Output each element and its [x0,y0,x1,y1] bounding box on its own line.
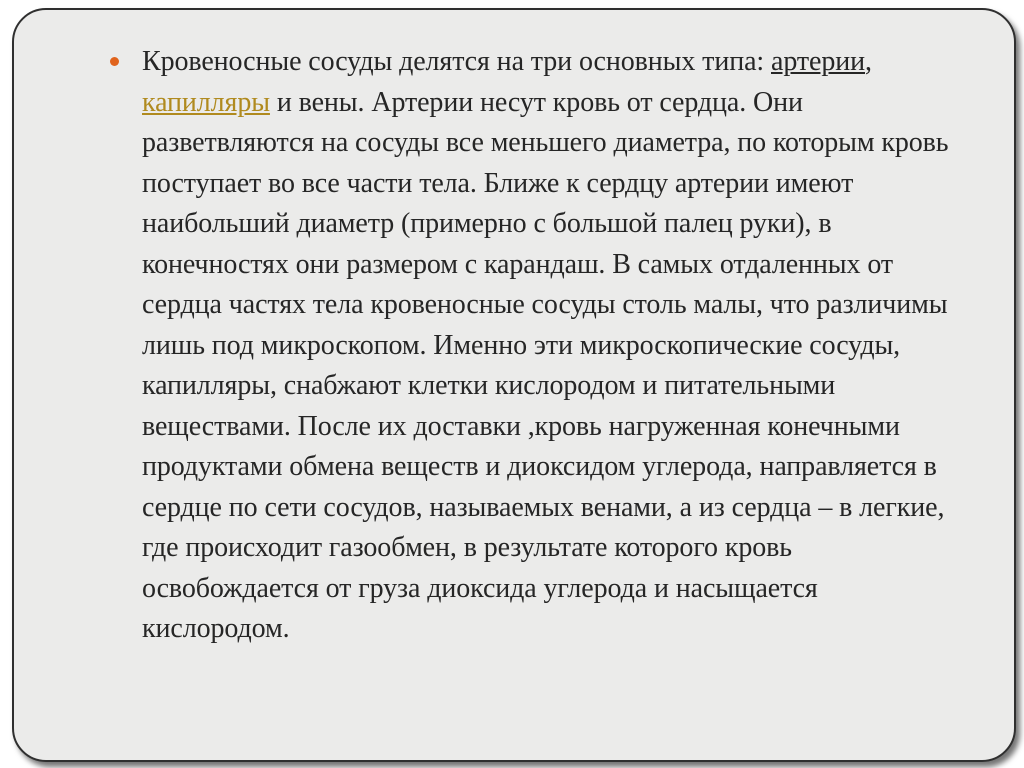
paragraph-lead: Кровеносные сосуды делятся на три основных типа: [142,46,771,77]
paragraph-separator: , [865,46,872,77]
body-paragraph [142,42,972,650]
paragraph-rest: и вены. Артерии несут кровь от сердца. Они разветвляются на сосуды все меньшего диаметра, по которым кровь поступает во все части тела. Ближе к сердцу артерии имеют наибольший диаметр (примерно с большой палец руки), в конечностях они размером с карандаш. В самых отдаленных от сердца частях тела кровеносные сосуды столь малы, что различимы лишь под микроскопом. Именно эти микроскопические сосуды, капилляры, снабжают клетки кислородом и питательными веществами. После их доставки ,кровь нагруженная конечными продуктами обмена веществ и диоксидом углерода, направляется в сердце по сети сосудов, называемых венами, а из сердца – в легкие, где происходит газообмен, в результате которого кровь освобождается от груза диоксида углерода и насыщается кислородом. [142,86,949,644]
capillaries-link[interactable]: капилляры [142,86,270,118]
bullet-dot [110,57,119,66]
arteries-link[interactable]: артерии [771,46,865,77]
